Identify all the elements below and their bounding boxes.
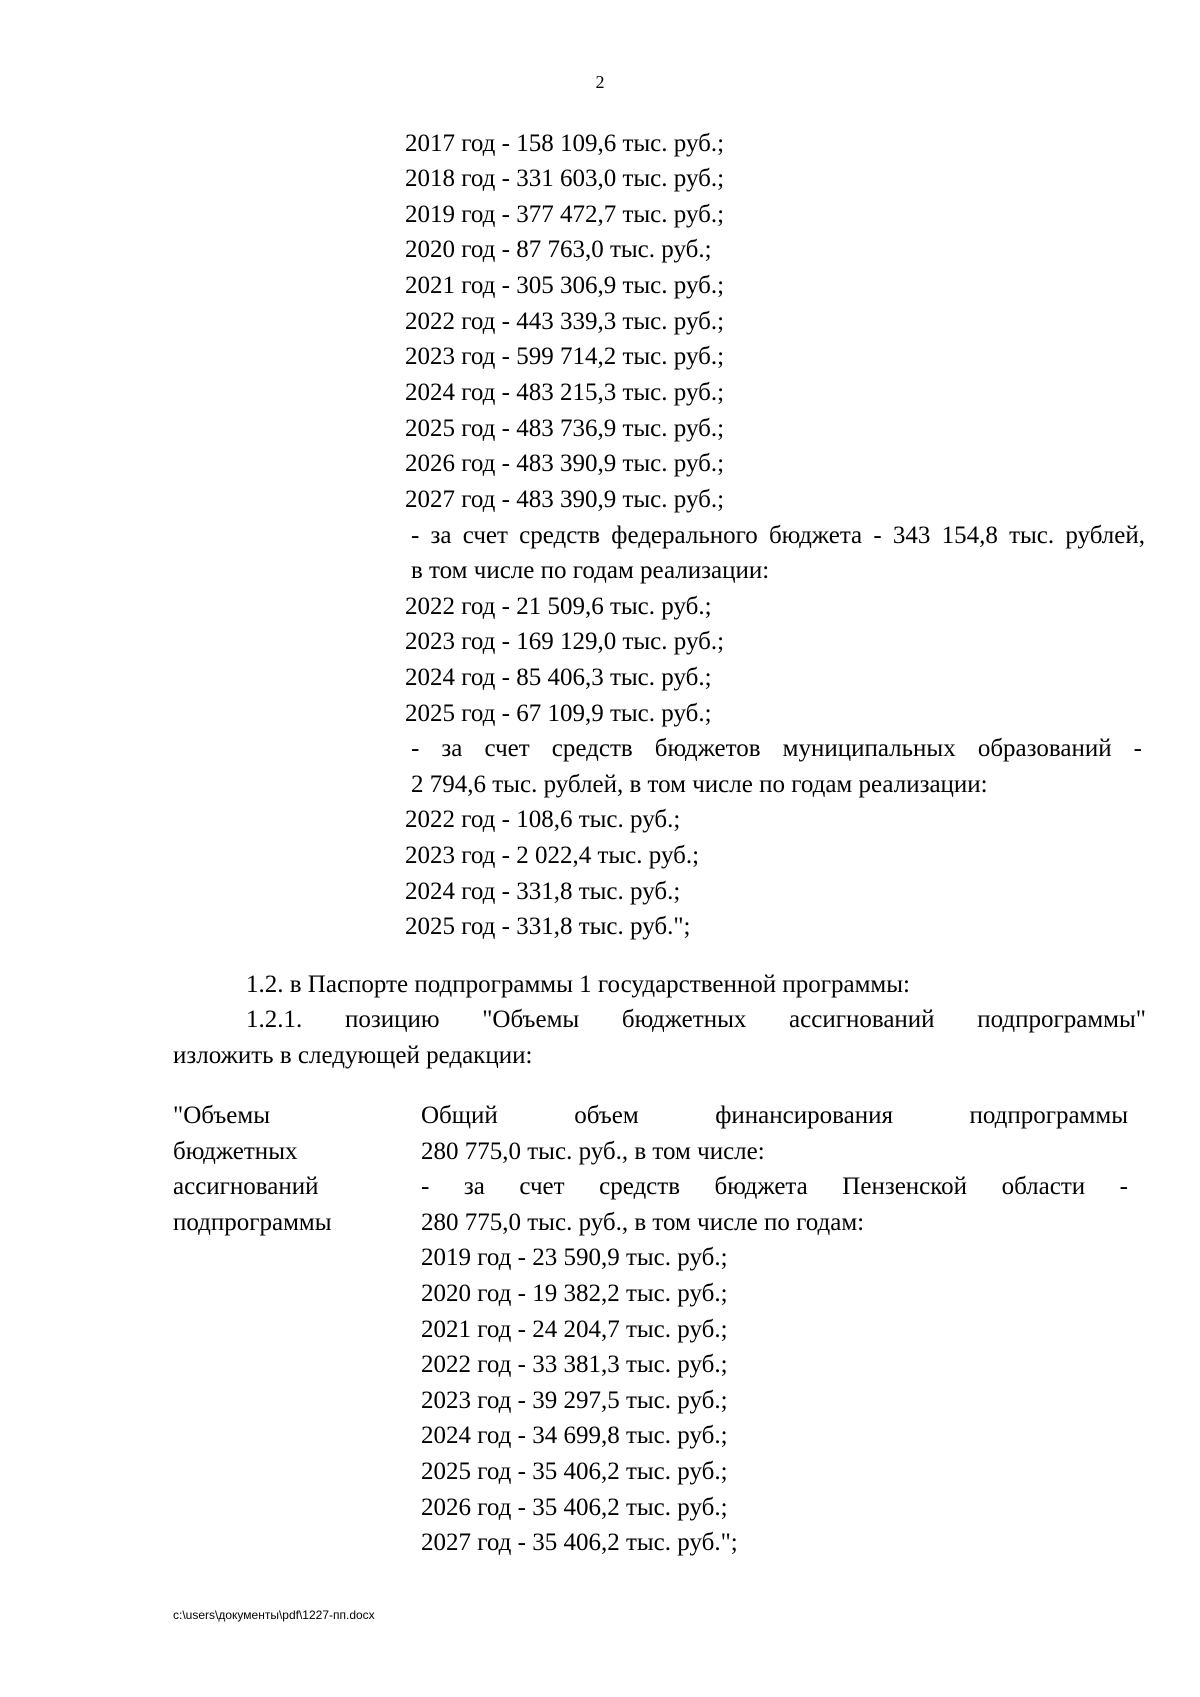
municipal-budget-line: - за счет средств бюджетов муниципальных образований - [411,735,1142,762]
year-line: 2025 год - 483 736,9 тыс. руб.; [405,415,725,442]
year-line: 2024 год - 34 699,8 тыс. руб.; [421,1422,728,1449]
year-line: 2020 год - 87 763,0 тыс. руб.; [405,236,712,263]
year-line: 2023 год - 2 022,4 тыс. руб.; [405,842,700,869]
year-line: 2021 год - 24 204,7 тыс. руб.; [421,1316,728,1343]
year-line: 2019 год - 377 472,7 тыс. руб.; [405,201,725,228]
year-line: 2027 год - 483 390,9 тыс. руб.; [405,486,725,513]
paragraph-1-2: 1.2. в Паспорте подпрограммы 1 государственной программы: [246,971,910,998]
table-right-region: - за счет средств бюджета Пензенской области - [421,1173,1128,1200]
year-line: 2022 год - 443 339,3 тыс. руб.; [405,308,725,335]
year-line: 2025 год - 35 406,2 тыс. руб.; [421,1458,728,1485]
year-line: 2027 год - 35 406,2 тыс. руб."; [421,1529,738,1556]
year-line: 2026 год - 483 390,9 тыс. руб.; [405,450,725,477]
year-line: 2024 год - 85 406,3 тыс. руб.; [405,664,712,691]
municipal-budget-line: 2 794,6 тыс. рублей, в том числе по годам реализации: [411,771,988,798]
year-line: 2026 год - 35 406,2 тыс. руб.; [421,1494,728,1521]
year-line: 2022 год - 21 509,6 тыс. руб.; [405,593,712,620]
year-line: 2023 год - 39 297,5 тыс. руб.; [421,1387,728,1414]
year-line: 2024 год - 483 215,3 тыс. руб.; [405,379,725,406]
table-right-intro: Общий объем финансирования подпрограммы [421,1102,1128,1129]
year-line: 2021 год - 305 306,9 тыс. руб.; [405,272,725,299]
table-left-cell: "Объемы [173,1102,270,1129]
year-line: 2017 год - 158 109,6 тыс. руб.; [405,130,725,157]
year-line: 2023 год - 169 129,0 тыс. руб.; [405,628,725,655]
table-right-intro: 280 775,0 тыс. руб., в том числе: [421,1138,765,1165]
table-left-cell: подпрограммы [173,1209,332,1236]
table-left-cell: бюджетных [173,1138,298,1165]
year-line: 2023 год - 599 714,2 тыс. руб.; [405,343,725,370]
federal-budget-line: в том числе по годам реализации: [411,557,770,584]
year-line: 2022 год - 33 381,3 тыс. руб.; [421,1351,728,1378]
paragraph-1-2-1-cont: изложить в следующей редакции: [173,1042,533,1069]
year-line: 2019 год - 23 590,9 тыс. руб.; [421,1244,728,1271]
federal-budget-line: - за счет средств федерального бюджета - 343 154,8 тыс. рублей, [411,522,1145,549]
page-number: 2 [595,72,605,92]
table-left-cell: ассигнований [173,1173,319,1200]
year-line: 2024 год - 331,8 тыс. руб.; [405,878,681,905]
year-line: 2025 год - 67 109,9 тыс. руб.; [405,700,712,727]
year-line: 2020 год - 19 382,2 тыс. руб.; [421,1280,728,1307]
year-line: 2025 год - 331,8 тыс. руб."; [405,913,691,940]
paragraph-1-2-1: 1.2.1. позицию "Объемы бюджетных ассигнований подпрограммы" [246,1006,1146,1033]
footer-file-path: c:\users\документы\pdf\1227-пп.docx [173,1608,375,1622]
year-line: 2018 год - 331 603,0 тыс. руб.; [405,165,725,192]
table-right-region: 280 775,0 тыс. руб., в том числе по годам: [421,1209,865,1236]
year-line: 2022 год - 108,6 тыс. руб.; [405,806,681,833]
